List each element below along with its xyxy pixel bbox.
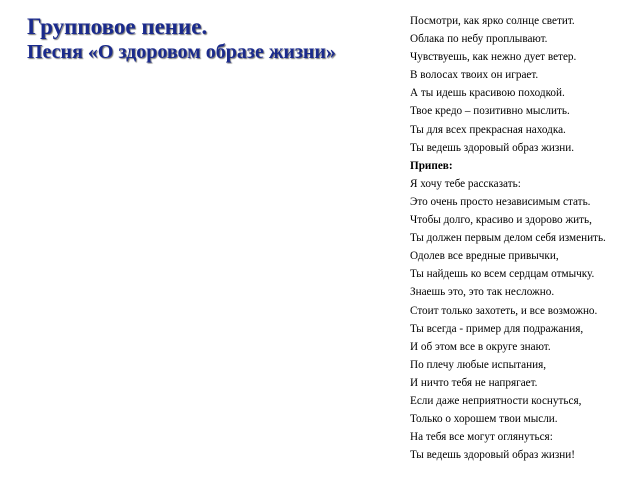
lyric-line: Стоит только захотеть, и все возможно. xyxy=(410,304,598,317)
chorus-label: Припев: xyxy=(410,159,453,172)
lyric-line: И ничто тебя не напрягает. xyxy=(410,376,538,389)
lyrics-column xyxy=(410,12,638,464)
lyric-line: Знаешь это, это так несложно. xyxy=(410,286,555,299)
lyric-line: В волосах твоих он играет. xyxy=(410,69,539,82)
page-title: Групповое пение. xyxy=(27,14,208,39)
lyric-line: Только о хорошем твои мысли. xyxy=(410,413,558,426)
lyric-line: Ты найдешь ко всем сердцам отмычку. xyxy=(410,268,595,281)
lyric-line: Ты ведешь здоровый образ жизни! xyxy=(410,449,575,462)
lyric-line: Посмотри, как ярко солнце светит. xyxy=(410,15,575,27)
lyric-line: Это очень просто независимым стать. xyxy=(410,195,591,208)
lyric-line: А ты идешь красивою походкой. xyxy=(410,87,565,100)
lyric-line: Чувствуешь, как нежно дует ветер. xyxy=(410,51,577,64)
lyric-line: На тебя все могут оглянуться: xyxy=(410,431,553,444)
lyric-line: Ты для всех прекрасная находка. xyxy=(410,123,566,136)
lyric-line: Ты должен первым делом себя изменить. xyxy=(410,232,606,245)
page-subtitle: Песня «О здоровом образе жизни» xyxy=(27,41,336,64)
lyric-line: По плечу любые испытания, xyxy=(410,358,547,371)
lyric-line: Если даже неприятности коснуться, xyxy=(410,394,582,407)
lyric-line: Ты ведешь здоровый образ жизни. xyxy=(410,141,575,154)
title-block xyxy=(27,14,387,64)
lyric-line: И об этом все в округе знают. xyxy=(410,340,551,353)
lyric-line: Твое кредо – позитивно мыслить. xyxy=(410,105,570,118)
lyric-line: Чтобы долго, красиво и здорово жить, xyxy=(410,214,592,227)
lyric-line: Облака по небу проплывают. xyxy=(410,33,548,46)
lyric-line: Я хочу тебе рассказать: xyxy=(410,177,521,190)
lyric-line: Ты всегда - пример для подражания, xyxy=(410,322,584,335)
lyric-line: Одолев все вредные привычки, xyxy=(410,250,559,263)
